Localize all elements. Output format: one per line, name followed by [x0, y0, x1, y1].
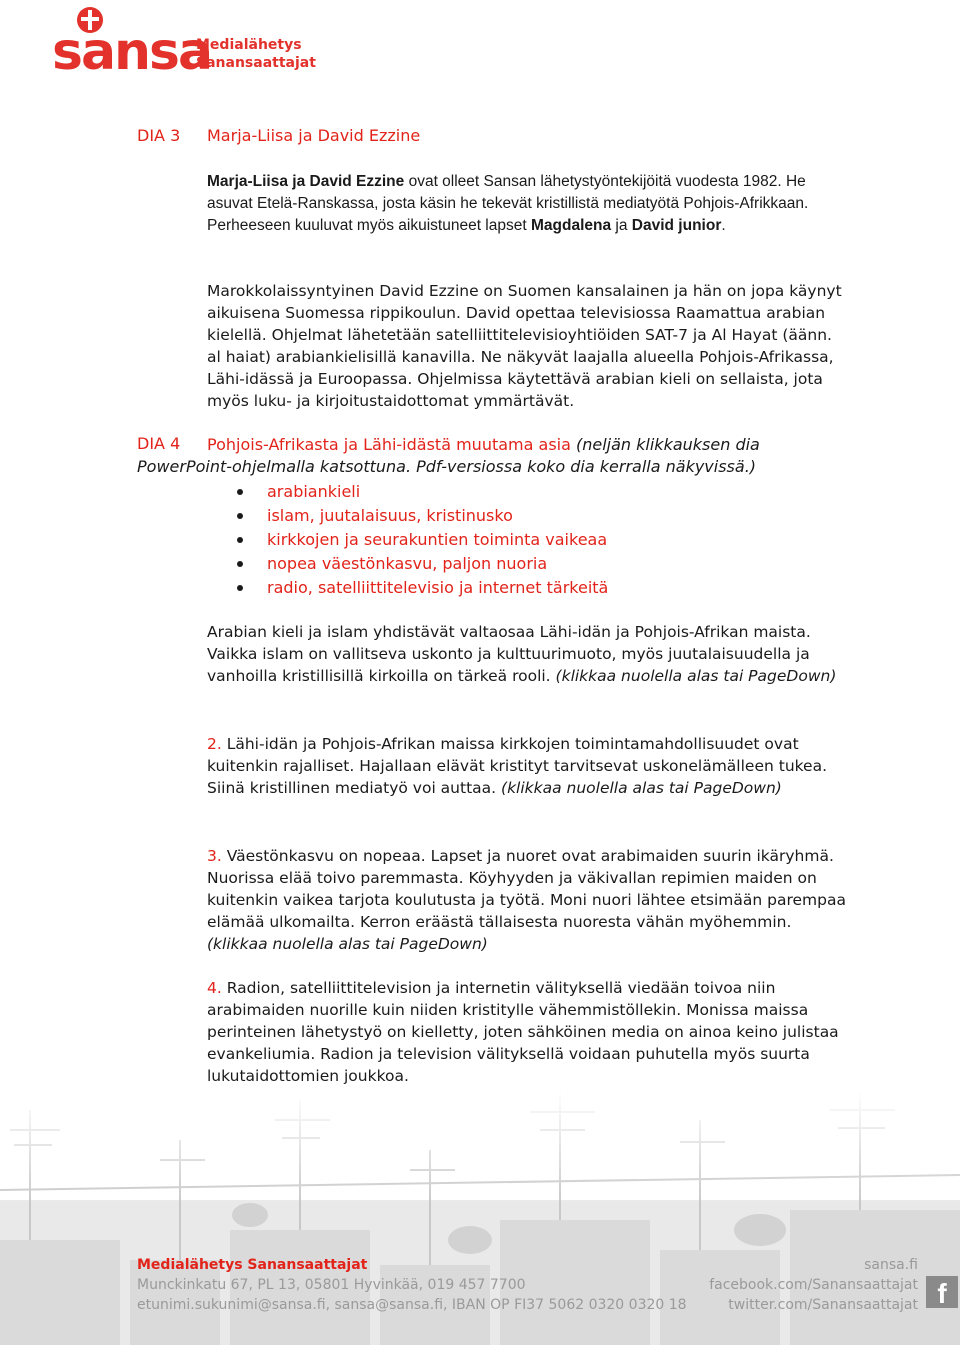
- logo-tagline-2: Sanansaattajat: [196, 55, 316, 71]
- logo-wordmark: sansa: [52, 22, 212, 82]
- dia3-p1-magdalena: Magdalena: [530, 217, 612, 234]
- dia4-p4-number: 4.: [207, 979, 222, 997]
- dia4-p4-text: Radion, satelliittitelevision ja internetin välityksellä viedään toivoa niin arabimaiden nuorille kuin niiden kristitylle vähemmistöllekin. Monissa maissa perinteinen lähetystyö on kielletty, joten sähköinen media on ainoa keino julistaa evankeliumia. Radion ja television välityksellä voidaan puhutella myös suurta lukutaidottomien joukkoa.: [207, 979, 839, 1085]
- dia4-p1-note: (klikkaa nuolella alas tai PageDown): [555, 667, 837, 685]
- dia4-label: DIA 4: [137, 434, 181, 453]
- footer-website-link[interactable]: sansa.fi: [864, 1257, 918, 1273]
- dia3-p1-text: ovat olleet Sansan lähetystyöntekijöitä vuodesta 1982. He asuvat Etelä-Ranskassa, josta käsin he tekevät kristillistä mediatyötä Pohjois-Afrikkaan. Perheeseen kuuluvat myös aikuistuneet lapset: [207, 173, 809, 234]
- dia4-p3-text: Väestönkasvu on nopeaa. Lapset ja nuoret ovat arabimaiden suurin ikäryhmä. Nuorissa elää toivo paremmasta. Köyhyyden ja väkivallan repimien maiden on kuitenkin vaikea tarjota koulutusta ja työtä. Moni nuori lähtee etsimään parempaa elämää ulkomailta. Kerron eräästä tällaisesta nuoresta vähän myöhemmin.: [207, 847, 846, 931]
- dia4-p3-number: 3.: [207, 847, 222, 865]
- dia4-bullet-list: [235, 480, 608, 600]
- dia4-heading: [137, 434, 827, 478]
- dia4-paragraph-2: [207, 733, 847, 799]
- dia4-p2-note: (klikkaa nuolella alas tai PageDown): [501, 779, 782, 797]
- dia3-p1-and: ja: [611, 217, 632, 234]
- list-item: radio, satelliittitelevisio ja internet tärkeitä: [235, 576, 608, 600]
- dia4-p3-note: (klikkaa nuolella alas tai PageDown): [207, 935, 488, 953]
- dia3-p1-david-junior: David junior: [631, 217, 722, 234]
- dia4-p1-text: Arabian kieli ja islam yhdistävät valtaosaa Lähi-idän ja Pohjois-Afrikan maista. Vaikka islam on vallitseva uskonto ja kulttuurimuoto, myös juutalaisuudella ja vanhoilla kristillisillä kirkoilla on tärkeä rooli.: [207, 623, 811, 685]
- list-item: nopea väestönkasvu, paljon nuoria: [235, 552, 608, 576]
- dia4-note-b: PowerPoint-ohjelmalla katsottuna. Pdf-versiossa koko dia kerralla näkyvissä.): [137, 457, 757, 476]
- dia4-p2-text: Lähi-idän ja Pohjois-Afrikan maissa kirkkojen toimintamahdollisuudet ovat kuitenkin rajalliset. Hajallaan elävät kristityt tarvitsevat uskonelämälleen tukea. Siinä kristillinen mediatyö voi auttaa.: [207, 735, 828, 797]
- dia4-paragraph-3: [207, 845, 847, 955]
- logo-tagline-1: Medialähetys: [196, 37, 302, 53]
- dia4-paragraph-4: [207, 977, 847, 1087]
- dia3-paragraph-1: [207, 171, 847, 237]
- logo-tagline: [196, 36, 316, 72]
- footer-org-name: Medialähetys Sanansaattajat: [137, 1257, 368, 1273]
- footer-email-iban: etunimi.sukunimi@sansa.fi, sansa@sansa.fi, IBAN OP FI37 5062 0320 0320 18: [137, 1297, 687, 1313]
- list-item: kirkkojen ja seurakuntien toiminta vaikeaa: [235, 528, 608, 552]
- dia3-title: Marja-Liisa ja David Ezzine: [207, 126, 421, 145]
- sansa-logo: [46, 6, 316, 86]
- footer-twitter-link[interactable]: twitter.com/Sanansaattajat: [728, 1297, 918, 1313]
- dia4-p2-number: 2.: [207, 735, 222, 753]
- dia4-note-a: (neljän klikkauksen dia: [570, 435, 760, 454]
- facebook-icon[interactable]: f: [926, 1276, 958, 1308]
- list-item: islam, juutalaisuus, kristinusko: [235, 504, 608, 528]
- dia3-p1-period: .: [721, 217, 726, 234]
- dia3-paragraph-2: Marokkolaissyntyinen David Ezzine on Suomen kansalainen ja hän on jopa käynyt aikuisena Suomessa rippikoulun. David opettaa televisiossa Raamattua arabian kielellä. Ohjelmat lähetetään satelliittitelevisioyhtiöiden SAT-7 ja Al Hayat (äänn. al haiat) arabiankielisillä kanavilla. Ne näkyvät laajalla alueella Pohjois-Afrikassa, Lähi-idässä ja Euroopassa. Ohjelmissa käytettävä arabian kieli on sellaista, jota myös luku- ja kirjoitustaidottomat ymmärtävät.: [207, 282, 842, 410]
- list-item: arabiankieli: [235, 480, 608, 504]
- dia4-title: Pohjois-Afrikasta ja Lähi-idästä muutama asia: [207, 435, 571, 454]
- footer-address: Munckinkatu 67, PL 13, 05801 Hyvinkää, 019 457 7700: [137, 1277, 526, 1293]
- dia3-label: DIA 3: [137, 126, 181, 145]
- footer-facebook-link[interactable]: facebook.com/Sanansaattajat: [709, 1277, 918, 1293]
- dia3-p1-names: Marja-Liisa ja David Ezzine: [207, 173, 405, 190]
- dia4-paragraph-1: [207, 621, 847, 687]
